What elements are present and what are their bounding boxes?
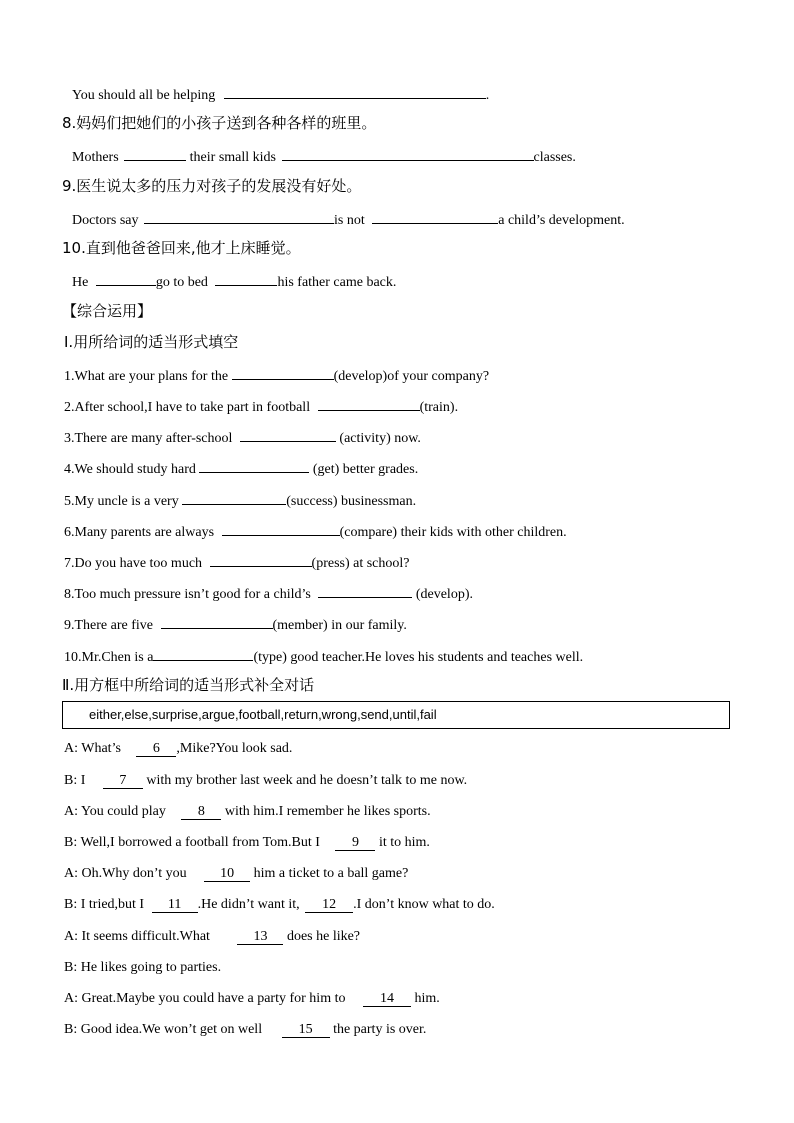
part1-item-1 <box>64 365 489 386</box>
dialogue-text: it to him. <box>375 835 430 850</box>
part1-item-5 <box>64 490 416 511</box>
prev-item-end: . <box>485 88 490 103</box>
blank-number[interactable]: 10 <box>204 866 250 882</box>
dialogue-text: with him.I remember he likes sports. <box>221 804 431 819</box>
dialogue-text: A: It seems difficult.What <box>64 929 210 944</box>
item-text: 8.Too much pressure isn’t good for a child’s <box>64 587 311 602</box>
dialogue-text: .He didn’t want it, <box>197 897 300 912</box>
item-text: 7.Do you have too much <box>64 556 203 571</box>
q10-text-a: He <box>72 275 89 290</box>
part1-item-6 <box>64 521 567 542</box>
dialogue-line-15 <box>64 1021 426 1039</box>
answer-blank[interactable] <box>96 271 156 286</box>
part1-item-3 <box>64 427 421 448</box>
blank-number[interactable]: 11 <box>152 897 198 913</box>
dialogue-text: A: What’s <box>64 741 121 756</box>
item-hint: (get) better grades. <box>309 462 419 477</box>
item-text: 10.Mr.Chen is a <box>64 650 154 665</box>
item-text: 9.There are five <box>64 618 153 633</box>
q8-text-a: Mothers <box>72 150 119 165</box>
part1-item-10 <box>64 646 583 667</box>
dialogue-line-11-12 <box>64 896 495 914</box>
dialogue-text: B: I <box>64 773 86 788</box>
q8-text-b: their small kids <box>189 150 276 165</box>
part1-title: Ⅰ.用所给词的适当形式填空 <box>64 333 239 351</box>
dialogue-line-14 <box>64 990 440 1008</box>
answer-blank[interactable] <box>161 614 273 629</box>
answer-blank[interactable] <box>224 84 486 99</box>
answer-blank[interactable] <box>124 146 186 161</box>
q9-text-c: a child’s development. <box>498 213 625 228</box>
answer-blank[interactable] <box>153 646 253 661</box>
dialogue-text: B: He likes going to parties. <box>64 960 222 975</box>
q8-chinese: 8.妈妈们把她们的小孩子送到各种各样的班里。 <box>62 114 377 132</box>
dialogue-text: ,Mike?You look sad. <box>176 741 293 756</box>
answer-blank[interactable] <box>215 271 277 286</box>
blank-number[interactable]: 9 <box>335 835 375 851</box>
dialogue-text: with my brother last week and he doesn’t talk to me now. <box>142 773 468 788</box>
blank-number[interactable]: 6 <box>136 741 176 757</box>
word-box <box>62 701 730 729</box>
answer-blank[interactable] <box>372 209 498 224</box>
item-hint: (compare) their kids with other children. <box>339 525 567 540</box>
dialogue-line-7 <box>64 772 467 790</box>
answer-blank[interactable] <box>282 146 534 161</box>
q8-text-c: classes. <box>533 150 576 165</box>
answer-blank[interactable] <box>222 521 340 536</box>
item-text: 5.My uncle is a very <box>64 494 179 509</box>
q10-text-b: go to bed <box>155 275 208 290</box>
item-hint: (member) in our family. <box>272 618 407 633</box>
q9-text-a: Doctors say <box>72 213 139 228</box>
dialogue-text: A: You could play <box>64 804 166 819</box>
q8-english-line <box>72 146 576 167</box>
dialogue-line-13 <box>64 928 360 946</box>
word-box-text: either,else,surprise,argue,football,return,wrong,send,until,fail <box>89 707 437 722</box>
answer-blank[interactable] <box>318 396 420 411</box>
item-hint: (activity) now. <box>335 431 421 446</box>
q9-chinese: 9.医生说太多的压力对孩子的发展没有好处。 <box>62 177 362 195</box>
q9-english-line <box>72 209 625 230</box>
part1-item-9 <box>64 614 407 635</box>
q10-english-line <box>72 271 396 292</box>
prev-item-text: You should all be helping <box>72 88 216 103</box>
dialogue-line-plain <box>64 959 221 977</box>
dialogue-text: does he like? <box>283 929 361 944</box>
item-hint: (develop). <box>412 587 473 602</box>
item-hint: (train). <box>419 400 459 415</box>
item-text: 3.There are many after-school <box>64 431 233 446</box>
part1-item-7 <box>64 552 410 573</box>
q10-text-c: his father came back. <box>277 275 397 290</box>
dialogue-text: him a ticket to a ball game? <box>250 866 409 881</box>
dialogue-line-10 <box>64 865 408 883</box>
dialogue-text: him. <box>410 991 440 1006</box>
dialogue-line-8 <box>64 803 431 821</box>
dialogue-text: B: Good idea.We won’t get on well <box>64 1022 263 1037</box>
answer-blank[interactable] <box>199 458 309 473</box>
answer-blank[interactable] <box>210 552 312 567</box>
item-text: 6.Many parents are always <box>64 525 215 540</box>
blank-number[interactable]: 7 <box>103 773 143 789</box>
answer-blank[interactable] <box>182 490 286 505</box>
answer-blank[interactable] <box>240 427 336 442</box>
dialogue-text: .I don’t know what to do. <box>353 897 495 912</box>
dialogue-text: B: Well,I borrowed a football from Tom.But I <box>64 835 320 850</box>
prev-item-line <box>72 84 489 105</box>
item-hint: (press) at school? <box>311 556 410 571</box>
blank-number[interactable]: 12 <box>305 897 353 913</box>
q9-text-b: is not <box>334 213 365 228</box>
item-hint: (type) good teacher.He loves his students and teaches well. <box>253 650 584 665</box>
item-hint: (develop)of your company? <box>333 369 490 384</box>
answer-blank[interactable] <box>144 209 334 224</box>
part1-item-8 <box>64 583 473 604</box>
section-title: 【综合运用】 <box>62 302 153 320</box>
dialogue-line-9 <box>64 834 430 852</box>
answer-blank[interactable] <box>232 365 334 380</box>
blank-number[interactable]: 8 <box>181 804 221 820</box>
dialogue-text: the party is over. <box>329 1022 427 1037</box>
q10-chinese: 10.直到他爸爸回来,他才上床睡觉。 <box>62 239 301 257</box>
dialogue-text: B: I tried,but I <box>64 897 145 912</box>
item-text: 1.What are your plans for the <box>64 369 229 384</box>
answer-blank[interactable] <box>318 583 412 598</box>
item-text: 2.After school,I have to take part in football <box>64 400 311 415</box>
part2-title: Ⅱ.用方框中所给词的适当形式补全对话 <box>62 676 315 694</box>
dialogue-line-6 <box>64 740 292 758</box>
part1-item-4 <box>64 458 418 479</box>
dialogue-text: A: Great.Maybe you could have a party for him to <box>64 991 346 1006</box>
blank-number[interactable]: 15 <box>282 1022 330 1038</box>
item-hint: (success) businessman. <box>286 494 417 509</box>
part1-item-2 <box>64 396 458 417</box>
item-text: 4.We should study hard <box>64 462 196 477</box>
blank-number[interactable]: 13 <box>237 929 283 945</box>
blank-number[interactable]: 14 <box>363 991 411 1007</box>
dialogue-text: A: Oh.Why don’t you <box>64 866 187 881</box>
